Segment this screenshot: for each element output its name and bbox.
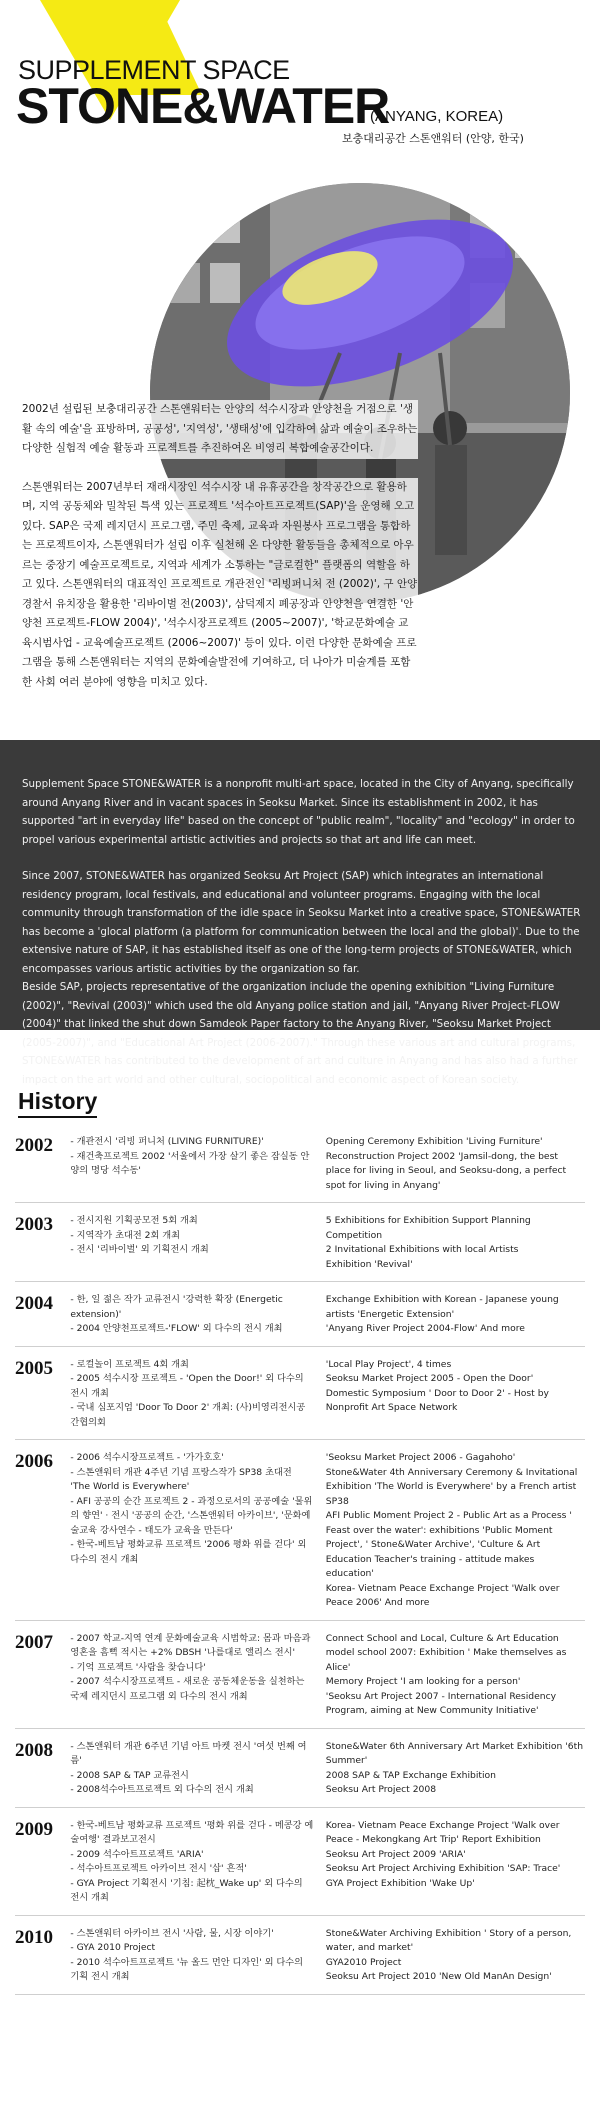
history-row (15, 1347, 585, 1441)
history-year: 2006 (15, 1451, 53, 1472)
history-korean-item: - GYA 2010 Project (70, 1942, 156, 1953)
history-english-item: Stone&Water 6th Anniversary Art Market Exhibition '6th Summer' (325, 1740, 584, 1766)
korean-intro (22, 400, 418, 711)
history-korean-item: - 2008 SAP & TAP 교류전시 (70, 1769, 189, 1781)
history-row (15, 1440, 585, 1621)
history-english-item: GYA Project Exhibition 'Wake Up' (325, 1877, 475, 1889)
history-korean-item: - AFI 공공의 순간 프로젝트 2 - 과정으로서의 공공예술 '물위의 향연' · 전시 '공공의 순간, '스톤앤워터 아카이브', '문화예술교육 강사연수 - 태도가 교육을 만든다' (70, 1495, 313, 1536)
history-korean-item: - 로컬놀이 프로젝트 4회 개최 (70, 1358, 189, 1370)
history-korean-items (70, 1358, 313, 1431)
history-english-item: Exchange Exhibition with Korean - Japanese young artists 'Energetic Extension' (325, 1294, 559, 1320)
history-english-item: Seoksu Market Project 2005 - Open the Door' (325, 1373, 534, 1384)
history-year: 2003 (15, 1214, 53, 1235)
history-korean-item: - 국내 심포지엄 'Door To Door 2' 개최: (사)비영리전시공간협의회 (70, 1402, 306, 1428)
history-english-item: Domestic Symposium ' Door to Door 2' - Host by Nonprofit Art Space Network (325, 1387, 549, 1413)
english-intro-paragraph-3: Beside SAP, projects representative of the organization include the opening exhibition "Living Furniture (2002)", "Revival (2003)" which used the old Anyang police station and jail, "Anyang River Project-FLOW (2004)" that linked the shut down Samdeok Paper factory to the Anyang River, "Seoksu Market Project (2005-2007)", and "Educational Art Project (2006-2007)." Through these various art and cultural programs, STONE&WATER has contributed to the development of art and culture in Anyang and has also had a further impact on the art world and other cultural, sociopolitical and economic aspect of Korean society. (22, 981, 578, 1086)
history-english-item: 'Anyang River Project 2004-Flow' And more (325, 1323, 525, 1334)
history-korean-item: - 개관전시 '리빙 퍼니처 (LIVING FURNITURE)' (70, 1136, 264, 1147)
history-year: 2007 (15, 1631, 53, 1653)
korean-intro-paragraph-1: 2002년 설립된 보충대리공간 스톤앤워터는 안양의 석수시장과 안양천을 거점으로 '생활 속의 예술'을 표방하며, 공공성', '지역성', '생태성'에 입각하여 삶과 예술이 조우하는 다양한 실험적 예술 활동과 프로젝트를 추진하여온 비영리 복합예술공간이다. (22, 400, 418, 459)
korean-intro-paragraph-2: 스톤앤워터는 2007년부터 재래시장인 석수시장 내 유휴공간을 창작공간으로 활용하며, 지역 공동체와 밀착된 특색 있는 프로젝트 '석수아트프로젝트(SAP)'을 운영해 오고 있다. SAP은 국제 레지던시 프로그램, 주민 축제, 교육과 자원봉사 프로그램을 통합하는 프로젝트이자, 스톤앤워터가 설립 이후 실천해 온 다양한 활동들을 총체적으로 아우르는 중장기 예술프로젝트로, 지역과 세계가 소통하는 "글로컬한" 플랫폼의 역할을 하고 있다. 스톤앤워터의 대표적인 프로젝트로 개관전인 '리빙퍼니처 전 (2002)', 구 안양경찰서 유치장을 활용한 '리바이벌 전(2003)', 삼덕제지 폐공장과 안양천을 연결한 '안양천 프로젝트-FLOW 2004)', '석수시장프로젝트 (2005~2007)', '학교문화예술 교육시범사업 - 교육예술프로젝트 (2006~2007)' 등이 있다. 이런 다양한 문화예술 프로그램을 통해 스톤앤워터는 지역의 문화예술발전에 기여하고, 더 나아가 미술계를 포함한 사회 여러 분야에 영향을 미치고 있다. (22, 478, 418, 693)
location-label: (ANYANG, KOREA) (370, 108, 504, 125)
history-table (15, 1124, 585, 1995)
history-row (15, 1808, 585, 1916)
history-row (15, 1282, 585, 1347)
history-korean-item: - 한국-베트남 평화교류 프로젝트 '2006 평화 위를 걷다' 외 다수의 전시 개최 (70, 1539, 307, 1565)
history-title: History (18, 1088, 97, 1118)
history-korean-item: - 2005 석수시장 프로젝트 - 'Open the Door!' 외 다수의 전시 개최 (70, 1373, 304, 1399)
history-english-items (326, 1451, 585, 1611)
history-english-items (326, 1358, 585, 1431)
history-english-item: Reconstruction Project 2002 'Jamsil-dong, the best place for living in Seoul, and Seoksu-dong, a perfect spot for living in Anyang' (325, 1150, 567, 1191)
history-korean-item: - 석수아트프로젝트 아카이브 전시 '삽' 흔적' (70, 1863, 247, 1874)
history-english-item: Korea- Vietnam Peace Exchange Project 'Walk over Peace 2006' And more (325, 1582, 560, 1608)
history-korean-item: - 2006 석수시장프로젝트 - '가가호호' (70, 1452, 224, 1463)
history-korean-item: - 2007 석수시장프로젝트 - 새로운 공동체운동을 실천하는 국제 레지던시 프로그램 외 다수의 전시 개최 (70, 1676, 305, 1702)
history-korean-item: - 전시 '리바이벌' 외 기획전시 개최 (70, 1244, 209, 1255)
history-korean-item: - 2008석수아트프로젝트 외 다수의 전시 개최 (70, 1784, 254, 1795)
history-english-item: 5 Exhibitions for Exhibition Support Planning Competition (325, 1215, 531, 1241)
history-row (15, 1621, 585, 1729)
history-row (15, 1729, 585, 1808)
history-english-item: Korea- Vietnam Peace Exchange Project 'Walk over Peace - Mekongkang Art Trip' Report Exhibition (325, 1819, 560, 1845)
history-korean-item: - 2004 안양천프로젝트-'FLOW' 외 다수의 전시 개최 (70, 1323, 283, 1334)
history-korean-items (70, 1135, 313, 1193)
history-korean-item: - 재건축프로젝트 2002 '서울에서 가장 살기 좋은 잠실동 안양의 명당 석수동' (70, 1150, 310, 1176)
history-english-item: Stone&Water Archiving Exhibition ' Story of a person, water, and market' (325, 1927, 572, 1953)
history-korean-items (70, 1451, 313, 1611)
history-year: 2004 (15, 1293, 53, 1314)
supplement-label: SUPPLEMENT SPACE (18, 55, 290, 85)
history-korean-item: - 한, 일 젊은 작가 교류전시 '강력한 확장 (Energetic extension)' (70, 1294, 283, 1320)
history-english-item: Connect School and Local, Culture & Art Education model school 2007: Exhibition ' Make themselves as Alice' (325, 1632, 567, 1673)
history-english-item: GYA2010 Project (325, 1956, 402, 1968)
history-year: 2005 (15, 1357, 53, 1379)
history-korean-items (70, 1293, 313, 1337)
history-korean-item: - 스톤앤워터 개관 6주년 기념 아트 마켓 전시 '여섯 번째 여름' (70, 1740, 307, 1766)
history-english-item: Stone&Water 4th Anniversary Ceremony & Invitational Exhibition 'The World is Everywhere' by a French artist SP38 (325, 1466, 578, 1507)
history-year: 2008 (15, 1739, 53, 1761)
history-english-item: 'Seoksu Art Project 2007 - International Residency Program, aiming at New Community Initiative' (325, 1690, 557, 1716)
history-english-item: 2008 SAP & TAP Exchange Exhibition (325, 1769, 496, 1781)
history-english-items (326, 1632, 585, 1719)
history-english-item: Seoksu Art Project 2009 'ARIA' (325, 1848, 466, 1860)
korean-name: 보충대리공간 스톤앤워터 (안양, 한국) (342, 132, 524, 145)
history-year: 2002 (15, 1135, 53, 1156)
history-korean-item: - 2010 석수아트프로젝트 '뉴 올드 먼안 디자인' 외 다수의 기획 전시 개최 (70, 1956, 304, 1982)
history-korean-item: - 2009 석수아트프로젝트 'ARIA' (70, 1848, 204, 1860)
history-korean-items (70, 1214, 313, 1272)
history-korean-item: - 기억 프로젝트 '사람을 찾습니다' (70, 1661, 206, 1673)
history-english-item: Seoksu Art Project 2010 'New Old ManAn Design' (325, 1971, 552, 1982)
history-korean-items (70, 1819, 313, 1906)
history-korean-items (70, 1740, 313, 1798)
history-english-items (326, 1740, 585, 1798)
history-korean-item: - GYA Project 기획전시 '기침: 起枕_Wake up' 외 다수의 전시 개최 (70, 1877, 303, 1903)
history-korean-item: - 지역작가 초대전 2회 개최 (70, 1229, 180, 1241)
history-year: 2010 (15, 1926, 53, 1948)
history-english-item: Opening Ceremony Exhibition 'Living Furniture' (325, 1136, 543, 1147)
history-korean-item: - 한국-베트남 평화교류 프로젝트 '평화 위를 걷다 - 메콩강 예술여행' 결과보고전시 (70, 1819, 314, 1845)
history-row (15, 1203, 585, 1282)
history-english-item: Seoksu Art Project 2008 (325, 1784, 437, 1795)
history-korean-items (70, 1927, 313, 1985)
history-english-item: 'Local Play Project', 4 times (325, 1358, 452, 1370)
history-english-item: Seoksu Art Project Archiving Exhibition 'SAP: Trace' (325, 1863, 561, 1874)
history-korean-item: - 스톤앤워터 개관 4주년 기념 프랑스작가 SP38 초대전 'The World is Everywhere' (70, 1466, 292, 1492)
history-korean-item: - 2007 학교-지역 연계 문화예술교육 시범학교: 몸과 마음과 영혼을 흠뻑 적시는 +2% DBSH '나를대로 앨리스 전시' (70, 1632, 311, 1658)
history-korean-item: - 전시지원 기획공모전 5회 개최 (70, 1215, 198, 1226)
history-english-item: Memory Project 'I am looking for a person' (325, 1676, 521, 1687)
english-intro (22, 775, 582, 1107)
history-row (15, 1916, 585, 1995)
history-row (15, 1124, 585, 1203)
history-english-items (326, 1214, 585, 1272)
english-intro-paragraph-2: Since 2007, STONE&WATER has organized Seoksu Art Project (SAP) which integrates an international residency program, local festivals, and educational and volunteer programs. Engaging with the local community through transformation of the idle space in Seoksu Market into a creative space, STONE&WATER has become a 'glocal platform (a platform for communication between the local and the global)'. Due to the extensive nature of SAP, it has established itself as one of the long-term projects of STONE&WATER, which encompasses various artistic activities by the organization so far. (22, 870, 581, 975)
history-english-item: 'Seoksu Market Project 2006 - Gagahoho' (325, 1452, 516, 1463)
history-year: 2009 (15, 1818, 53, 1840)
history-english-item: AFI Public Moment Project 2 - Public Art as a Process ' Feast over the water': exhibitions 'Public Moment Project', ' Stone&Water Archive', 'Culture & Art Education Teacher's training - attitude makes education' (325, 1510, 572, 1579)
history-english-items (326, 1293, 585, 1337)
history-english-items (326, 1819, 585, 1906)
history-english-item: 2 Invitational Exhibitions with local Artists (325, 1244, 519, 1255)
english-intro-paragraph-1: Supplement Space STONE&WATER is a nonprofit multi-art space, located in the City of Anyang, specifically around Anyang River and in vacant spaces in Seoksu Market. Since its establishment in 2002, it has supported "art in everyday life" based on the concept of "public realm", "locality" and "ecology" in order to propel various experimental artistic activities and projects so that art and life can meet. (22, 778, 575, 846)
history-english-items (326, 1135, 585, 1193)
history-english-items (326, 1927, 585, 1985)
brand-title: STONE&WATER (16, 78, 390, 134)
history-english-item: Exhibition 'Revival' (325, 1258, 413, 1270)
history-korean-items (70, 1632, 313, 1719)
history-korean-item: - 스톤앤워터 아카이브 전시 '사람, 물, 시장 이야기' (70, 1927, 274, 1939)
